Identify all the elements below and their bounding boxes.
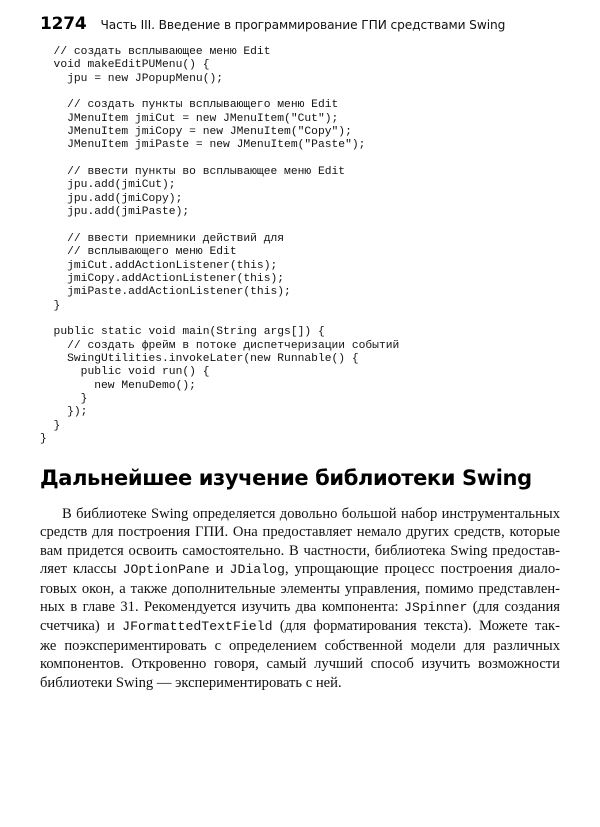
code-line: public static void main(String args[]) { — [40, 326, 325, 339]
text-run: ных в главе 31. Рекомендуется изучить два компонента: — [40, 599, 405, 616]
code-line: // создать всплывающее меню Edit — [40, 46, 271, 58]
code-line: jpu.add(jmiCopy); — [40, 192, 183, 205]
paragraph-line: же поэкспериментировать с определением собственной модели для различных — [40, 637, 560, 654]
paragraph-line — [40, 560, 560, 579]
code-line: // создать фрейм в потоке диспетчеризации событий — [40, 339, 400, 352]
code-line — [40, 153, 560, 166]
paragraph-line — [40, 617, 560, 636]
section-heading: Дальнейшее изучение библиотеки Swing — [40, 466, 532, 490]
code-line: // создать пункты всплывающего меню Edit — [40, 99, 339, 112]
code-line: public void run() { — [40, 366, 210, 379]
code-line: new MenuDemo(); — [40, 379, 196, 392]
code-line — [40, 219, 560, 232]
code-line: JMenuItem jmiPaste = new JMenuItem("Paste"); — [40, 139, 366, 152]
page-header — [40, 14, 560, 36]
code-line: // ввести приемники действий для — [40, 232, 285, 245]
inline-code: JFormattedTextField — [122, 619, 273, 635]
paragraph-line: В библиотеке Swing определяется довольно большой набор инструментальных — [62, 506, 560, 522]
paragraph-line: вам придется освоить самостоятельно. В частности, библиотека Swing предостав- — [40, 542, 560, 559]
code-line: } — [40, 432, 47, 445]
running-head: Часть III. Введение в программирование ГПИ средствами Swing — [100, 18, 506, 32]
body-paragraph — [40, 505, 560, 692]
code-line: } — [40, 419, 61, 432]
inline-code: JDialog — [229, 562, 285, 578]
code-line: // ввести пункты во всплывающее меню Edit — [40, 166, 346, 179]
code-line: jmiPaste.addActionListener(this); — [40, 286, 291, 299]
paragraph-line: компонентов. Откровенно говоря, самый лучший способ изучить возможности — [40, 656, 560, 673]
code-listing — [40, 46, 560, 446]
code-line: jmiCut.addActionListener(this); — [40, 259, 278, 272]
code-line: } — [40, 299, 61, 312]
code-line: } — [40, 392, 88, 405]
code-line: SwingUtilities.invokeLater(new Runnable() { — [40, 352, 359, 365]
paragraph-line — [40, 598, 560, 617]
code-line: jpu = new JPopupMenu(); — [40, 72, 224, 85]
text-run: счетчика) и — [40, 618, 123, 635]
code-line: jmiCopy.addActionListener(this); — [40, 272, 285, 285]
code-line: void makeEditPUMenu() { — [40, 59, 210, 72]
inline-code: JSpinner — [404, 600, 468, 616]
code-line: jpu.add(jmiCut); — [40, 179, 176, 192]
code-line: // всплывающего меню Edit — [40, 246, 237, 259]
code-line — [40, 86, 560, 99]
code-line: jpu.add(jmiPaste); — [40, 206, 190, 219]
code-line: }); — [40, 406, 88, 419]
paragraph-line: библиотеки Swing — экспериментировать с ней. — [40, 674, 342, 691]
text-run: (для форматирования текста). Можете так- — [272, 618, 561, 635]
text-run: (для создания — [467, 599, 561, 616]
page-number: 1274 — [40, 14, 87, 34]
text-run: ляет классы — [40, 561, 123, 578]
inline-code: JOptionPane — [122, 562, 210, 578]
code-line: JMenuItem jmiCopy = new JMenuItem("Copy"); — [40, 126, 352, 139]
paragraph-line: средств для построения ГПИ. Она предоставляет немало других средств, которые — [40, 524, 560, 541]
paragraph-line: говых окон, а также дополнительные элементы управления, помимо представлен- — [40, 580, 560, 597]
code-line — [40, 313, 560, 326]
text-run: и — [209, 561, 230, 578]
code-line: JMenuItem jmiCut = new JMenuItem("Cut"); — [40, 112, 339, 125]
text-run: , упрощающие процесс построения диало- — [284, 561, 560, 578]
